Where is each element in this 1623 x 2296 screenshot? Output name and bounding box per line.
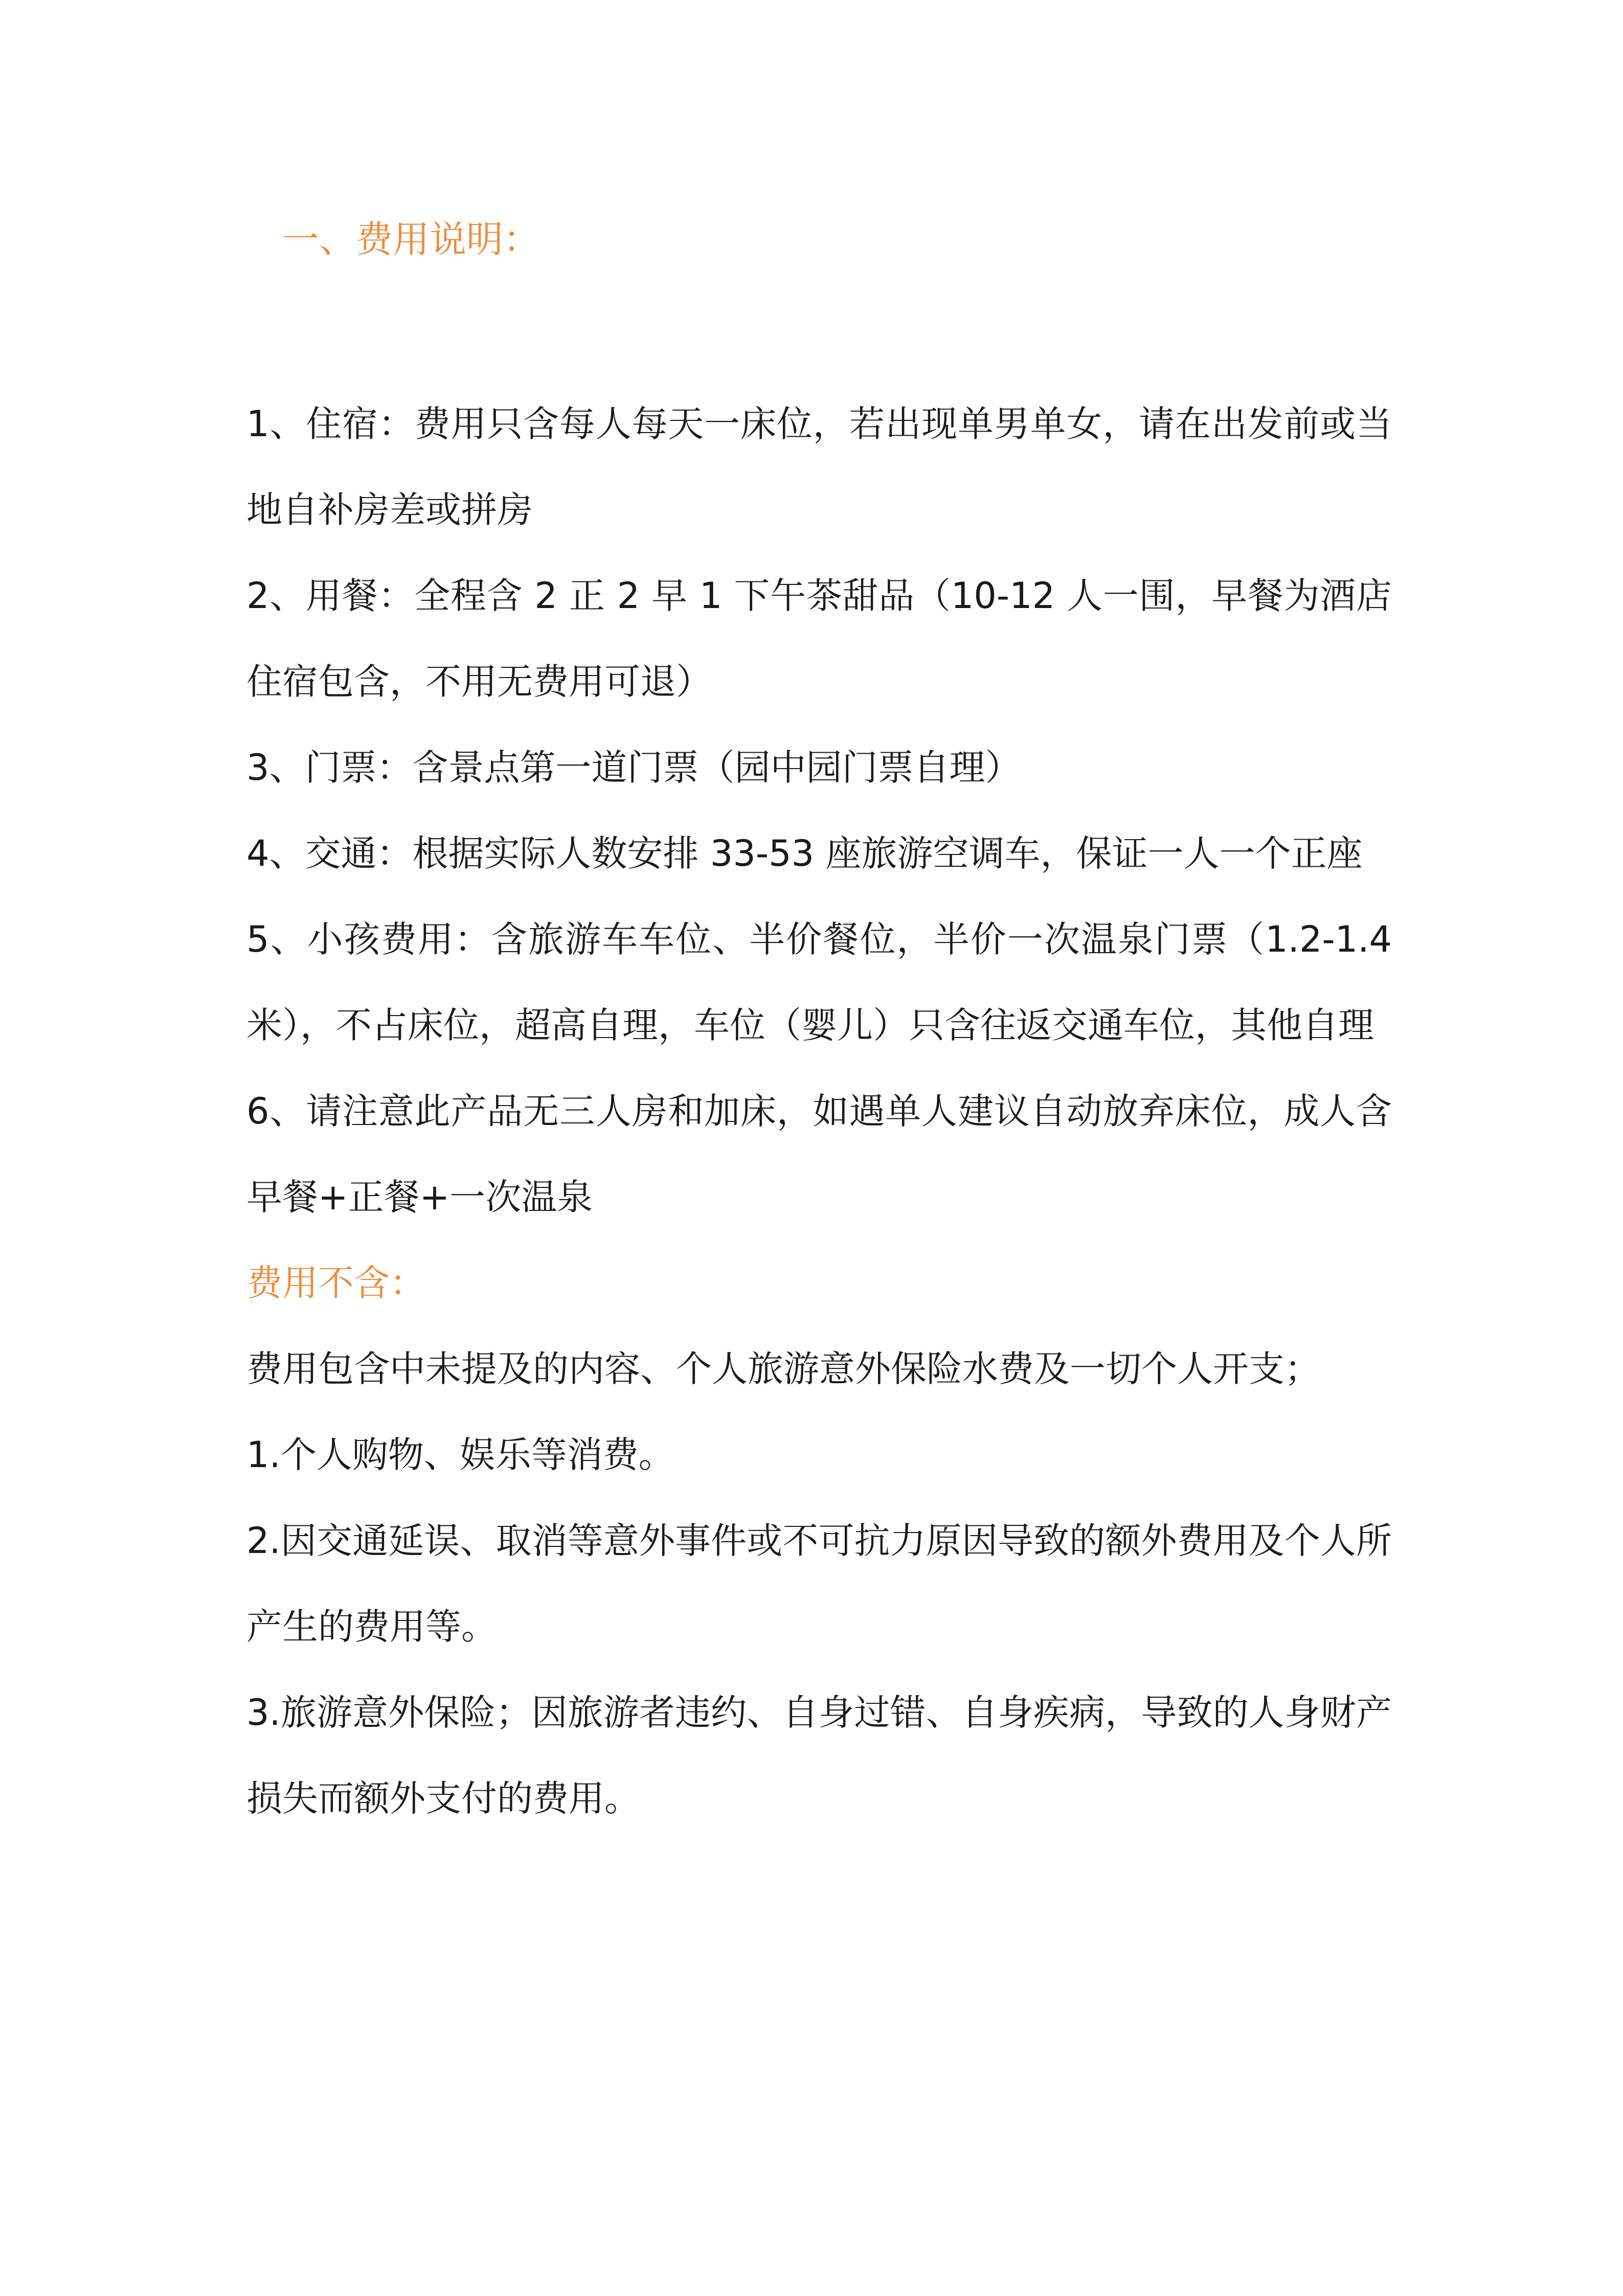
included-item-transport: 4、交通：根据实际人数安排 33-53 座旅游空调车，保证一人一个正座 <box>246 832 1363 874</box>
included-item-children: 5、小孩费用：含旅游车车位、半价餐位，半价一次温泉门票（1.2-1.4 米），不占床位，超高自理，车位（婴儿）只含往返交通车位，其他自理 <box>246 918 1392 1046</box>
included-item-meals: 2、用餐：全程含 2 正 2 早 1 下午茶甜品（10-12 人一围，早餐为酒店住宿包含，不用无费用可退） <box>246 575 1392 703</box>
included-item-tickets: 3、门票：含景点第一道门票（园中园门票自理） <box>246 747 1021 789</box>
included-item-room-note: 6、请注意此产品无三人房和加床，如遇单人建议自动放弃床位，成人含早餐+正餐+一次温泉 <box>246 1090 1392 1218</box>
excluded-heading: 费用不含： <box>246 1262 425 1304</box>
excluded-item-shopping: 1.个人购物、娱乐等消费。 <box>246 1434 674 1476</box>
excluded-item-insurance: 3.旅游意外保险；因旅游者违约、自身过错、自身疾病，导致的人身财产损失而额外支付的费用。 <box>246 1692 1392 1819</box>
excluded-item-delays: 2.因交通延误、取消等意外事件或不可抗力原因导致的额外费用及个人所产生的费用等。 <box>246 1520 1392 1648</box>
section-heading: 一、费用说明： <box>282 218 540 261</box>
excluded-intro: 费用包含中未提及的内容、个人旅游意外保险水费及一切个人开支； <box>246 1348 1320 1390</box>
included-item-accommodation: 1、住宿：费用只含每人每天一床位，若出现单男单女，请在出发前或当地自补房差或拼房 <box>246 403 1392 531</box>
document-body <box>246 381 1392 1841</box>
